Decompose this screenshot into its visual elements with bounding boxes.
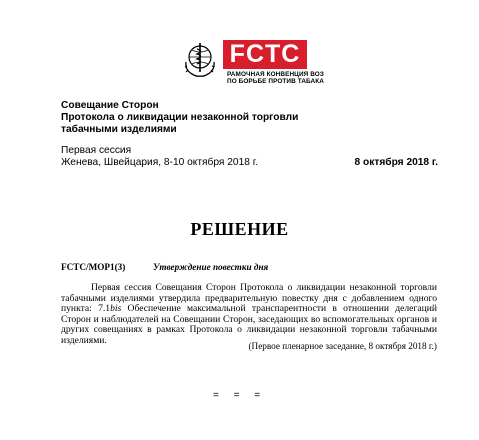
document-code: FCTC/MOP1(3) bbox=[61, 262, 126, 272]
meeting-title-line: Совещание Сторон bbox=[61, 100, 159, 111]
document-date: 8 октября 2018 г. bbox=[354, 157, 438, 168]
decision-body-part2: Обеспечение максимальной транспарентности в отношении делегаций Сторон и наблюдателей на Совещании Сторон, заседающих во вспомогательных органов и других совещаниях в рамках Протокола о ликвидации незаконной торговли табачными изделиями. bbox=[61, 303, 438, 346]
decision-heading: РЕШЕНИЕ bbox=[190, 219, 289, 239]
decision-body-bis: bis bbox=[110, 303, 122, 315]
fctc-subtitle-line2: ПО БОРЬБЕ ПРОТИВ ТАБАКА bbox=[227, 78, 324, 85]
who-emblem-icon bbox=[181, 40, 219, 80]
fctc-subtitle-line1: РАМОЧНАЯ КОНВЕНЦИЯ ВОЗ bbox=[227, 71, 324, 78]
decision-subject: Утверждение повестки дня bbox=[153, 262, 269, 272]
closing-note: (Первое пленарное заседание, 8 октября 2018 г.) bbox=[248, 341, 437, 351]
fctc-logo bbox=[181, 40, 324, 86]
footer-separator: = = = bbox=[212, 390, 267, 401]
fctc-wordmark: FCTC bbox=[223, 40, 307, 69]
meeting-title-line: табачными изделиями bbox=[61, 124, 177, 135]
meeting-title-line: Протокола о ликвидации незаконной торговли bbox=[61, 112, 299, 123]
decision-body bbox=[61, 283, 437, 347]
session-label: Первая сессия bbox=[61, 145, 132, 156]
meeting-title bbox=[61, 100, 298, 136]
decision-body-part1: Первая сессия Совещания Сторон Протокола о ликвидации незаконной торговли табачными изделиями утвердила предварительную повестку дня с добавлением одного пункта: 7.1 bbox=[61, 282, 437, 315]
meeting-venue: Женева, Швейцария, 8-10 октября 2018 г. bbox=[61, 157, 259, 168]
